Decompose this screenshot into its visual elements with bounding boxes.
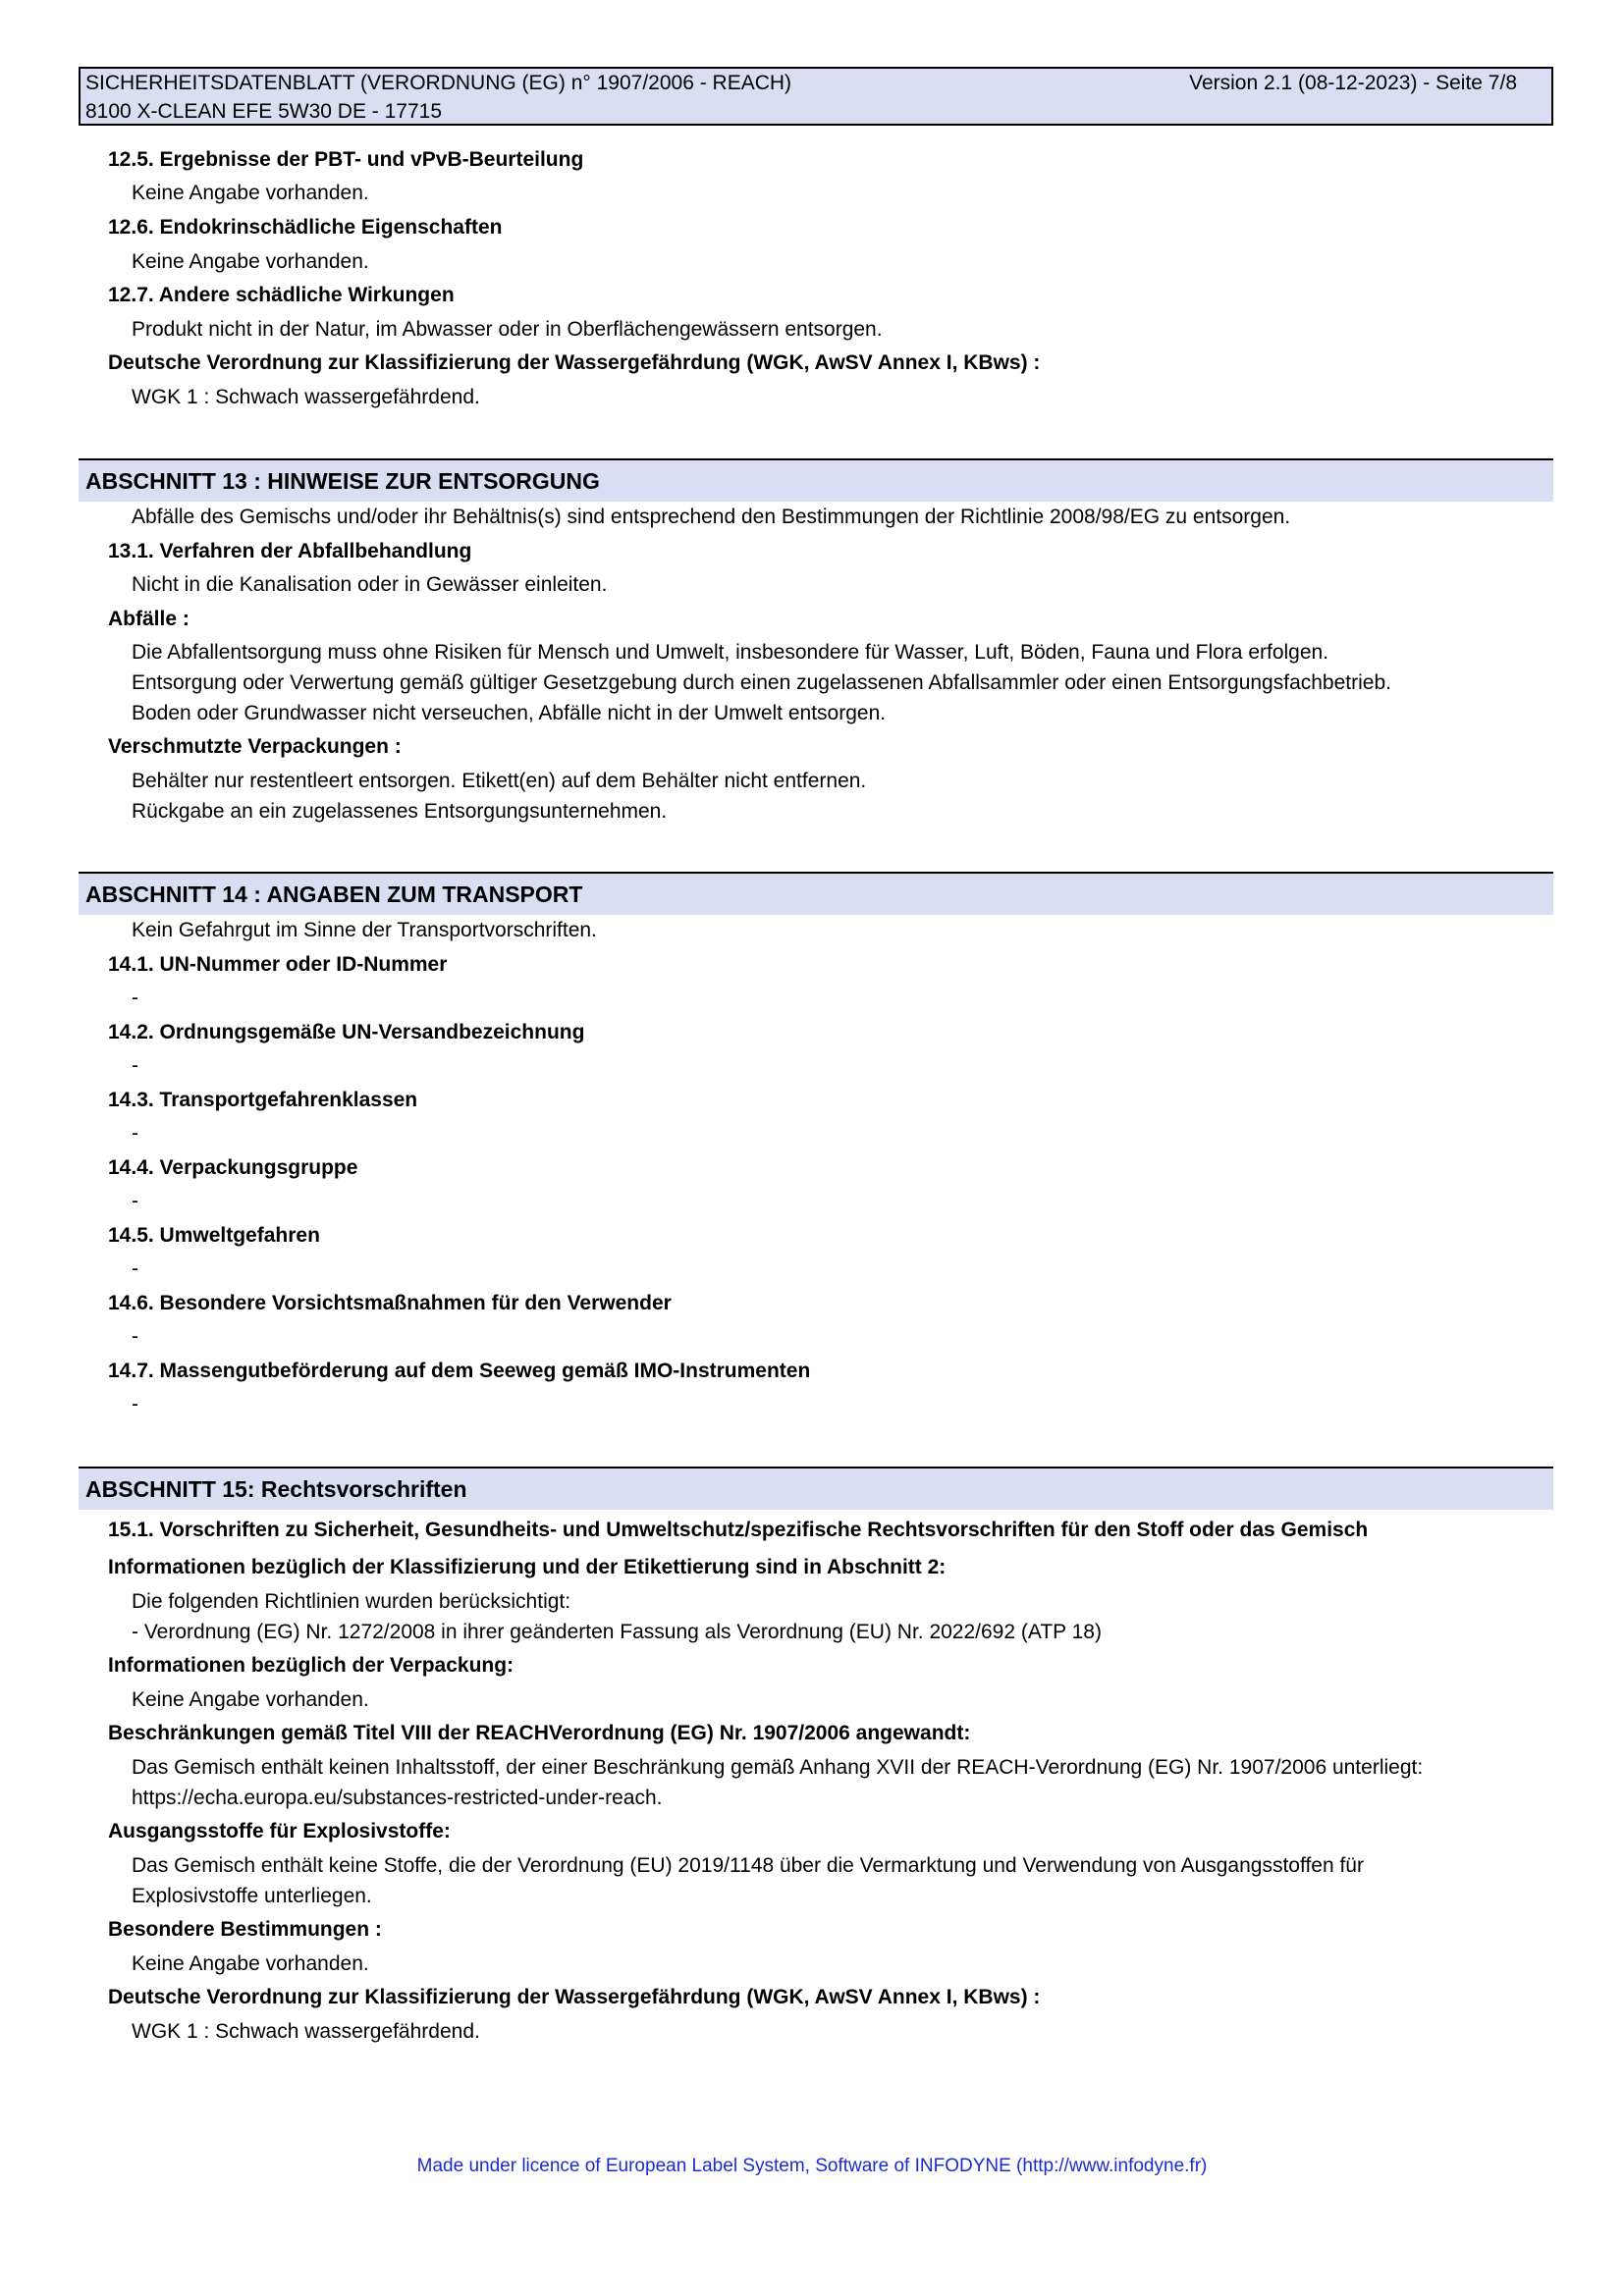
heading-besondere-bestimmungen: Besondere Bestimmungen :	[108, 1918, 382, 1941]
section-15-header: ABSCHNITT 15: Rechtsvorschriften	[79, 1467, 1553, 1510]
text-wgk-15: WGK 1 : Schwach wassergefährdend.	[132, 2020, 480, 2043]
text-12-7: Produkt nicht in der Natur, im Abwasser oder in Oberflächengewässern entsorgen.	[132, 318, 883, 341]
heading-14-3: 14.3. Transportgefahrenklassen	[108, 1089, 418, 1111]
heading-12-7: 12.7. Andere schädliche Wirkungen	[108, 284, 455, 306]
text-abfaelle-1: Die Abfallentsorgung muss ohne Risiken für Mensch und Umwelt, insbesondere für Wasser, Luft, Böden, Fauna und Flora erfolgen.	[132, 641, 1329, 664]
heading-12-5: 12.5. Ergebnisse der PBT- und vPvB-Beurteilung	[108, 148, 584, 171]
text-besondere-bestimmungen: Keine Angabe vorhanden.	[132, 1952, 369, 1975]
heading-beschraenkungen: Beschränkungen gemäß Titel VIII der REACHVerordnung (EG) Nr. 1907/2006 angewandt:	[108, 1722, 971, 1744]
heading-klassifizierung: Informationen bezüglich der Klassifizierung und der Etikettierung sind in Abschnitt 2:	[108, 1556, 947, 1578]
heading-14-1: 14.1. UN-Nummer oder ID-Nummer	[108, 953, 448, 976]
text-verpackungen-2: Rückgabe an ein zugelassenes Entsorgungsunternehmen.	[132, 800, 668, 823]
text-12-6: Keine Angabe vorhanden.	[132, 250, 369, 273]
value-14-2: -	[132, 1054, 138, 1077]
version-page-info: Version 2.1 (08-12-2023) - Seite 7/8	[1189, 72, 1517, 94]
heading-15-1: 15.1. Vorschriften zu Sicherheit, Gesundheits- und Umweltschutz/spezifische Rechtsvorschriften für den Stoff oder das Gemisch	[108, 1519, 1369, 1541]
heading-explosivstoffe: Ausgangsstoffe für Explosivstoffe:	[108, 1820, 451, 1842]
value-14-6: -	[132, 1325, 138, 1348]
heading-14-2: 14.2. Ordnungsgemäße UN-Versandbezeichnung	[108, 1021, 585, 1043]
heading-14-5: 14.5. Umweltgefahren	[108, 1224, 320, 1247]
text-abfaelle-3: Boden oder Grundwasser nicht verseuchen, Abfälle nicht in der Umwelt entsorgen.	[132, 702, 887, 724]
footer-licence: Made under licence of European Label System, Software of INFODYNE (http://www.infodyne.fr)	[416, 2156, 1208, 2176]
text-13-intro: Abfälle des Gemischs und/oder ihr Behältnis(s) sind entsprechend den Bestimmungen der Richtlinie 2008/98/EG zu entsorgen.	[132, 506, 1291, 528]
text-beschraenkungen-2: https://echa.europa.eu/substances-restricted-under-reach.	[132, 1787, 663, 1809]
text-verpackungen-1: Behälter nur restentleert entsorgen. Etikett(en) auf dem Behälter nicht entfernen.	[132, 770, 867, 792]
heading-abfaelle: Abfälle :	[108, 608, 189, 630]
heading-14-7: 14.7. Massengutbeförderung auf dem Seeweg gemäß IMO-Instrumenten	[108, 1360, 811, 1382]
text-explosivstoffe-1: Das Gemisch enthält keine Stoffe, die der Verordnung (EU) 2019/1148 über die Vermarktung und Verwendung von Ausgangsstoffen für	[132, 1854, 1364, 1877]
value-14-1: -	[132, 987, 138, 1009]
text-klassifizierung-1: Die folgenden Richtlinien wurden berücksichtigt:	[132, 1590, 571, 1613]
text-13-1: Nicht in die Kanalisation oder in Gewässer einleiten.	[132, 573, 608, 596]
text-12-5: Keine Angabe vorhanden.	[132, 182, 369, 204]
value-14-7: -	[132, 1393, 138, 1415]
document-header	[79, 67, 1553, 126]
value-14-3: -	[132, 1122, 138, 1145]
heading-verschmutzte-verpackungen: Verschmutzte Verpackungen :	[108, 735, 402, 758]
section-13-header: ABSCHNITT 13 : HINWEISE ZUR ENTSORGUNG	[79, 458, 1553, 502]
heading-13-1: 13.1. Verfahren der Abfallbehandlung	[108, 540, 472, 562]
product-name: 8100 X-CLEAN EFE 5W30 DE - 17715	[85, 100, 443, 123]
document-title: SICHERHEITSDATENBLATT (VERORDNUNG (EG) n° 1907/2006 - REACH)	[85, 72, 792, 94]
text-wgk-12: WGK 1 : Schwach wassergefährdend.	[132, 386, 480, 408]
text-14-intro: Kein Gefahrgut im Sinne der Transportvorschriften.	[132, 919, 597, 941]
value-14-5: -	[132, 1257, 138, 1280]
text-verpackung-info: Keine Angabe vorhanden.	[132, 1688, 369, 1711]
heading-14-4: 14.4. Verpackungsgruppe	[108, 1156, 358, 1179]
heading-14-6: 14.6. Besondere Vorsichtsmaßnahmen für den Verwender	[108, 1292, 672, 1314]
text-abfaelle-2: Entsorgung oder Verwertung gemäß gültiger Gesetzgebung durch einen zugelassenen Abfallsammler oder einen Entsorgungsfachbetrieb.	[132, 671, 1391, 694]
value-14-4: -	[132, 1190, 138, 1212]
heading-verpackung-info: Informationen bezüglich der Verpackung:	[108, 1654, 514, 1677]
heading-wgk-15: Deutsche Verordnung zur Klassifizierung der Wassergefährdung (WGK, AwSV Annex I, KBws) :	[108, 1986, 1041, 2008]
heading-12-6: 12.6. Endokrinschädliche Eigenschaften	[108, 216, 503, 239]
section-14-header: ABSCHNITT 14 : ANGABEN ZUM TRANSPORT	[79, 872, 1553, 915]
text-klassifizierung-2: - Verordnung (EG) Nr. 1272/2008 in ihrer geänderten Fassung als Verordnung (EU) Nr. 2022/692 (ATP 18)	[132, 1621, 1102, 1643]
text-explosivstoffe-2: Explosivstoffe unterliegen.	[132, 1885, 372, 1907]
text-beschraenkungen-1: Das Gemisch enthält keinen Inhaltsstoff, der einer Beschränkung gemäß Anhang XVII der REACH-Verordnung (EG) Nr. 1907/2006 unterliegt:	[132, 1756, 1424, 1779]
heading-wgk-12: Deutsche Verordnung zur Klassifizierung der Wassergefährdung (WGK, AwSV Annex I, KBws) :	[108, 351, 1041, 374]
